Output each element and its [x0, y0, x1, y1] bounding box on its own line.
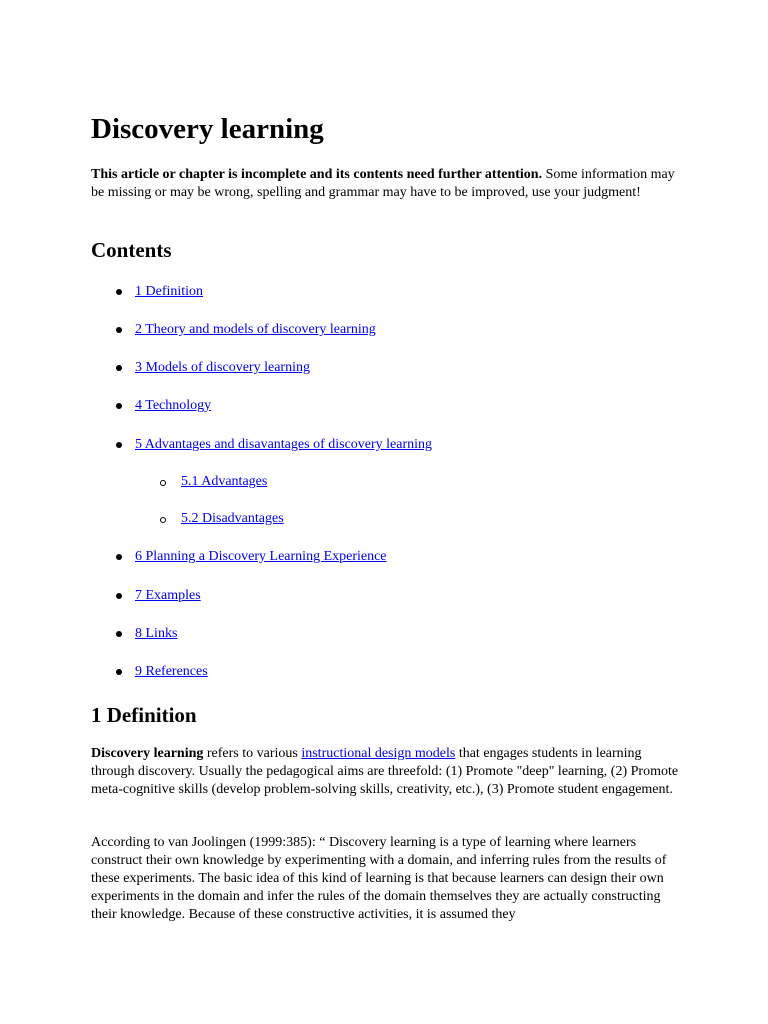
bullet-icon: [116, 327, 122, 333]
instructional-design-models-link[interactable]: instructional design models: [301, 746, 456, 761]
quote-paragraph: According to van Joolingen (1999:385): “ Discovery learning is a type of learning where learners construct their own knowledge by experimenting with a domain, and inferring rules from the results of these experiments. The basic idea of this kind of learning is that because learners can design their own experiments in the domain and infer the rules of the domain themselves they are actually constructing their knowledge. Because of these constructive activities, it is assumed they: [91, 835, 667, 922]
toc-link-examples[interactable]: 7 Examples: [135, 588, 201, 603]
toc-link-references[interactable]: 9 References: [135, 664, 208, 679]
toc-link-theory-models[interactable]: 2 Theory and models of discovery learning: [135, 322, 376, 337]
bullet-icon: [116, 593, 122, 599]
definition-paragraph: [91, 745, 683, 799]
circle-bullet-icon: [160, 517, 166, 523]
toc-link-planning[interactable]: 6 Planning a Discovery Learning Experience: [135, 549, 387, 564]
definition-heading: 1 Definition: [91, 703, 197, 727]
bullet-icon: [116, 554, 122, 560]
notice-bold-text: This article or chapter is incomplete and its contents need further attention.: [91, 167, 543, 182]
bullet-icon: [116, 669, 122, 675]
toc-link-disadvantages[interactable]: 5.2 Disadvantages: [181, 511, 284, 526]
toc-link-links[interactable]: 8 Links: [135, 626, 178, 641]
bullet-icon: [116, 442, 122, 448]
toc-link-advantages-disadvantages[interactable]: 5 Advantages and disavantages of discovery learning: [135, 437, 433, 452]
incomplete-notice: [91, 166, 681, 202]
definition-text: that engages students in learning through discovery. Usually the pedagogical aims are threefold: (1) Promote "deep" learning, (2) Promote meta-cognitive skills (develop problem-solving skills, creativity, etc.), (3) Promote student engagement.: [91, 746, 679, 797]
definition-text: refers to various: [203, 746, 302, 761]
toc-link-advantages[interactable]: 5.1 Advantages: [181, 474, 268, 489]
bullet-icon: [116, 631, 122, 637]
toc-link-definition[interactable]: 1 Definition: [135, 284, 204, 299]
circle-bullet-icon: [160, 480, 166, 486]
term-bold: Discovery learning: [91, 746, 204, 761]
bullet-icon: [116, 403, 122, 409]
contents-heading: Contents: [91, 238, 172, 262]
page-title: Discovery learning: [91, 113, 324, 145]
bullet-icon: [116, 289, 122, 295]
bullet-icon: [116, 365, 122, 371]
toc-link-models[interactable]: 3 Models of discovery learning: [135, 360, 310, 375]
toc-link-technology[interactable]: 4 Technology: [135, 398, 212, 413]
notice-text: Some information may be missing or may be wrong, spelling and grammar may have to be improved, use your judgment!: [91, 167, 675, 200]
